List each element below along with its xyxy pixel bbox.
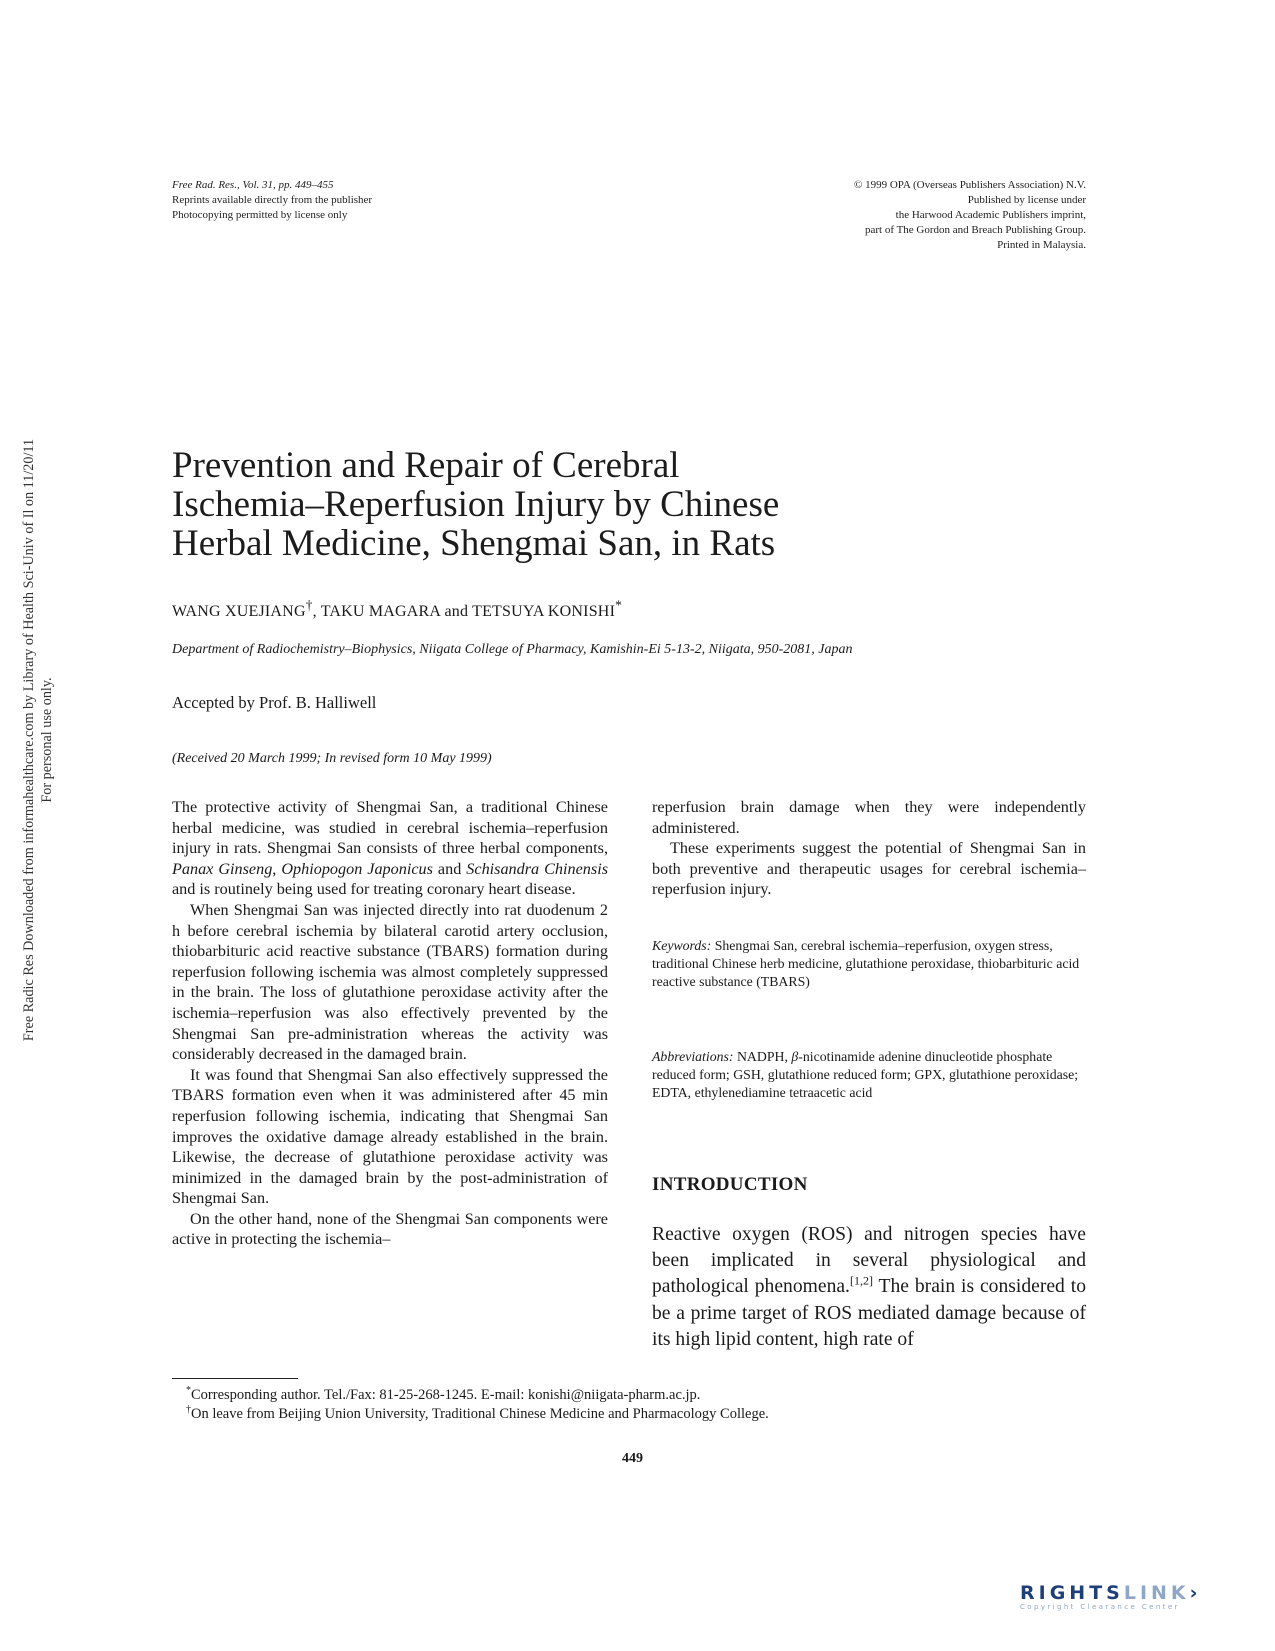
abstract-paragraph-4: On the other hand, none of the Shengmai San components were active in protecting the ischemia– xyxy=(172,1209,608,1249)
photocopy-note: Photocopying permitted by license only xyxy=(172,209,348,221)
chevron-icon: › xyxy=(1189,1582,1202,1604)
watermark-line-2: For personal use only. xyxy=(39,677,55,803)
author-rest: , TAKU MAGARA and TETSUYA KONISHI xyxy=(312,603,616,620)
journal-header xyxy=(172,178,372,223)
abstract-p1-and: and xyxy=(432,859,467,878)
abstract-p1-text: The protective activity of Shengmai San, a traditional Chinese herbal medicine, was studied in cerebral ischemia–reperfusion injury in rats. Shengmai San consists of three herbal components, xyxy=(172,798,608,858)
abbreviations-label: Abbreviations: xyxy=(652,1049,734,1064)
footnote-2-mark: † xyxy=(186,1404,191,1416)
author-1-mark: † xyxy=(305,597,313,613)
abbreviations-text-a: NADPH, xyxy=(733,1049,792,1064)
footnote-corresponding xyxy=(186,1386,1086,1405)
logo-brand-dark: RIGHTS xyxy=(1020,1582,1124,1604)
rightslink-logo[interactable] xyxy=(1020,1582,1225,1616)
introduction-body xyxy=(652,1222,1086,1353)
footnote-leave xyxy=(186,1405,1086,1424)
keywords-label: Keywords: xyxy=(652,938,712,953)
imprint-line: the Harwood Academic Publishers imprint, xyxy=(895,209,1086,221)
footnotes xyxy=(186,1386,1086,1424)
intro-ref: [1,2] xyxy=(849,1273,873,1288)
watermark-line-1: Free Radic Res Downloaded from informahealthcare.com by Library of Health Sci-Univ of Il on 11/20/11 xyxy=(21,438,37,1042)
beta-symbol: β xyxy=(791,1049,799,1064)
received-dates: (Received 20 March 1999; In revised form 10 May 1999) xyxy=(172,751,492,766)
printed-line: Printed in Malaysia. xyxy=(997,239,1086,251)
reprints-note: Reprints available directly from the publisher xyxy=(172,194,373,206)
abstract-paragraph-4-cont: reperfusion brain damage when they were independently administered. xyxy=(652,798,1086,837)
author-3-mark: * xyxy=(615,597,622,613)
title-line-2: Ischemia–Reperfusion Injury by Chinese xyxy=(172,484,780,525)
abstract-paragraph-5: These experiments suggest the potential of Shengmai San in both preventive and therapeutic usages for cerebral ischemia–reperfusion injury. xyxy=(652,839,1086,899)
paper-title xyxy=(172,446,1052,563)
copyright-line: © 1999 OPA (Overseas Publishers Association) N.V. xyxy=(853,179,1086,191)
species-names: Panax Ginseng, Ophiopogon Japonicus xyxy=(172,859,433,878)
download-watermark xyxy=(20,340,56,1140)
footnote-2-text: On leave from Beijing Union University, Traditional Chinese Medicine and Pharmacology College. xyxy=(191,1406,769,1422)
footnote-1-mark: * xyxy=(186,1385,191,1397)
accepted-by: Accepted by Prof. B. Halliwell xyxy=(172,693,377,712)
abstract-left-column xyxy=(172,797,608,1250)
keywords-text: Shengmai San, cerebral ischemia–reperfusion, oxygen stress, traditional Chinese herb medicine, glutathione peroxidase, thiobarbituric acid reactive substance (TBARS) xyxy=(652,938,1080,989)
group-line: part of The Gordon and Breach Publishing Group. xyxy=(865,224,1086,236)
intro-text-a: Reactive oxygen (ROS) and nitrogen species have been implicated in several physiological and pathological phenomena. xyxy=(652,1224,1086,1298)
abstract-right-column xyxy=(652,797,1086,900)
introduction-heading: INTRODUCTION xyxy=(652,1174,808,1195)
author-1: WANG XUEJIANG xyxy=(172,603,306,620)
page-number: 449 xyxy=(622,1451,643,1466)
affiliation: Department of Radiochemistry–Biophysics, Niigata College of Pharmacy, Kamishin-Ei 5-13-2, Niigata, 950-2081, Japan xyxy=(172,642,853,657)
logo-tagline: Copyright Clearance Center xyxy=(1020,1603,1180,1611)
abstract-paragraph-3: It was found that Shengmai San also effectively suppressed the TBARS formation even when it was administered after 45 min reperfusion following ischemia, indicating that Shengmai San improves the oxidative damage already established in the brain. Likewise, the decrease of glutathione peroxidase activity was minimized in the damaged brain by the post-administration of Shengmai San. xyxy=(172,1065,608,1208)
logo-brand-light: LINK xyxy=(1123,1582,1190,1604)
authors xyxy=(172,597,622,622)
title-line-1: Prevention and Repair of Cerebral xyxy=(172,445,680,486)
abstract-p1-end: and is routinely being used for treating coronary heart disease. xyxy=(172,880,576,899)
intro-text-b: The brain is considered to be a prime target of ROS mediated damage because of its high lipid content, high rate of xyxy=(652,1276,1086,1350)
journal-citation: Free Rad. Res., Vol. 31, pp. 449–455 xyxy=(172,179,334,191)
rightslink-wordmark xyxy=(1020,1582,1225,1604)
footnote-1-text: Corresponding author. Tel./Fax: 81-25-268-1245. E-mail: konishi@niigata-pharm.ac.jp. xyxy=(191,1387,701,1403)
species-name-schisandra: Schisandra Chinensis xyxy=(466,859,608,878)
abbreviations-text-b: -nicotinamide adenine dinucleotide phosphate reduced form; GSH, glutathione reduced form; GPX, glutathione peroxidase; EDTA, ethylenediamine tetraacetic acid xyxy=(652,1049,1079,1100)
abbreviations xyxy=(652,1048,1086,1102)
keywords xyxy=(652,937,1086,991)
publisher-header xyxy=(700,178,1086,253)
footnote-rule xyxy=(172,1378,298,1379)
license-line: Published by license under xyxy=(967,194,1086,206)
title-line-3: Herbal Medicine, Shengmai San, in Rats xyxy=(172,523,776,564)
abstract-paragraph-1 xyxy=(172,797,608,900)
abstract-paragraph-2: When Shengmai San was injected directly into rat duodenum 2 h before cerebral ischemia by bilateral carotid artery occlusion, thiobarbituric acid reactive substance (TBARS) formation during reperfusion following ischemia was almost completely suppressed in the brain. The loss of glutathione peroxidase activity after the ischemia–reperfusion was also effectively prevented by the Shengmai San pre-administration whereas the activity was considerably decreased in the damaged brain. xyxy=(172,900,608,1064)
